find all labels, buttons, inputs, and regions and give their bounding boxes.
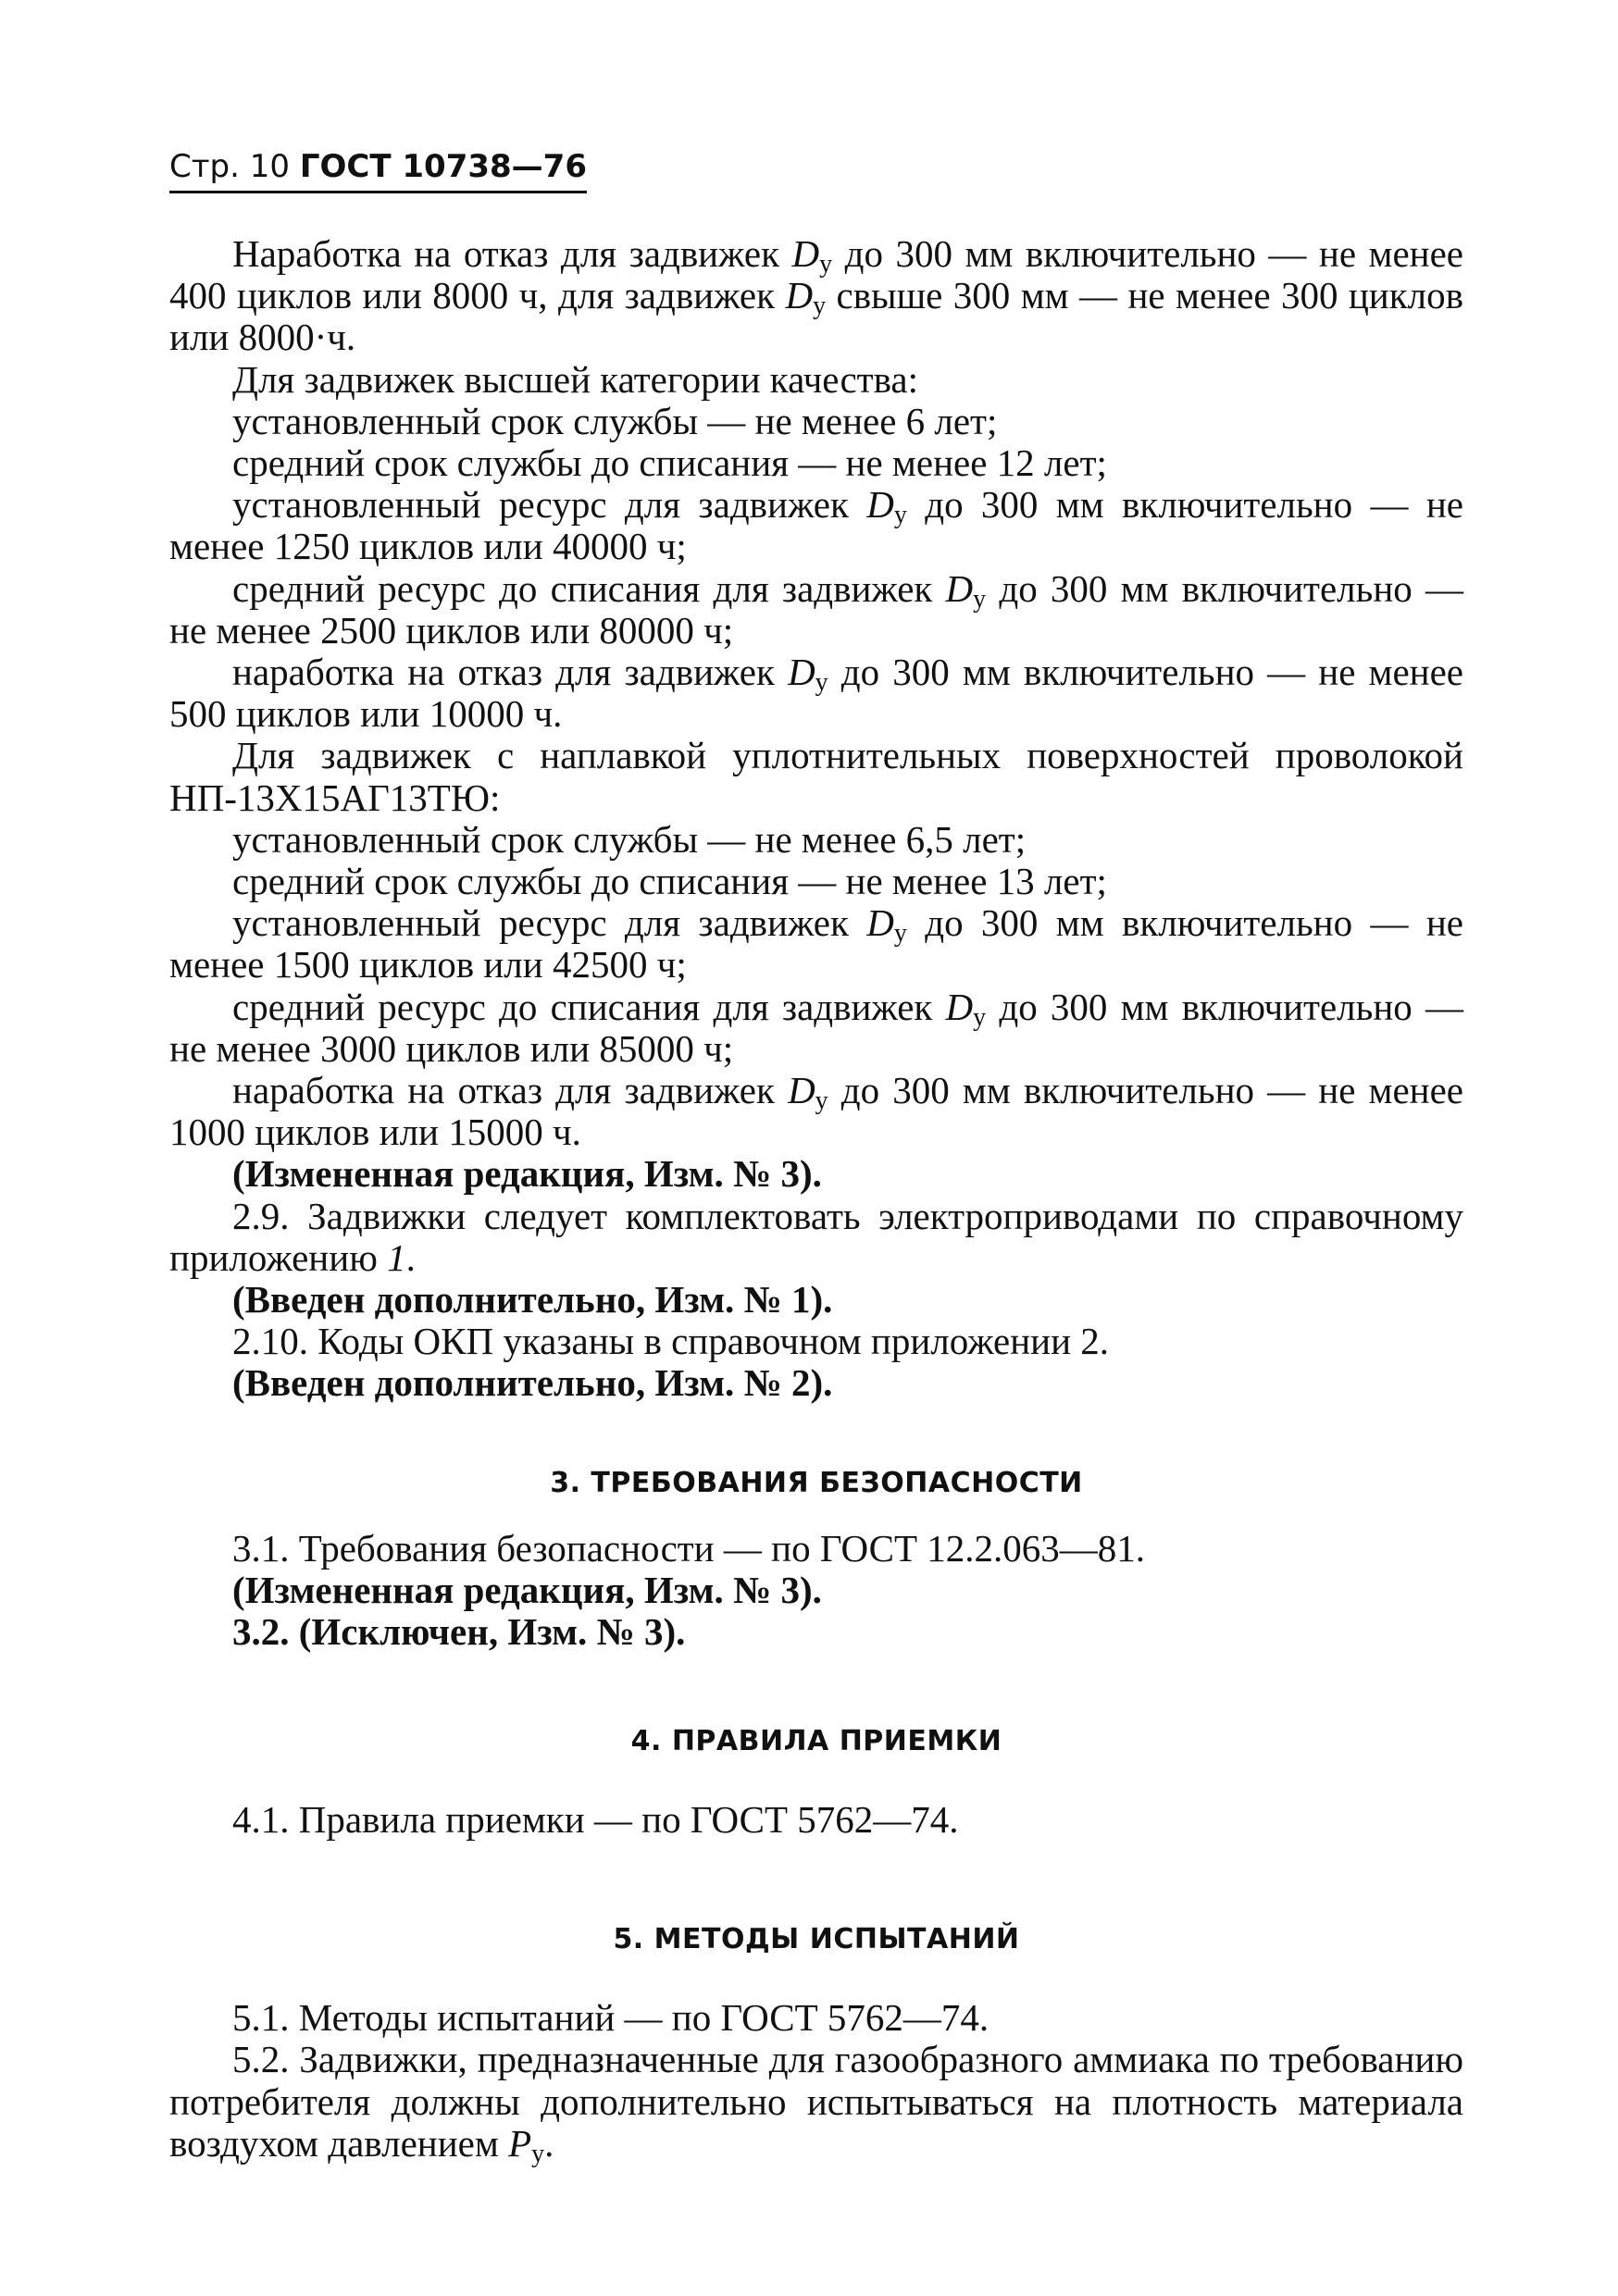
clause-2-9: 2.9. Задвижки следует комплектовать электроприводами по справочному приложению 1. — [169, 1194, 1463, 1279]
list-item: наработка на отказ для задвижек $D_у$ до 300 мм включительно — не менее 500 циклов или 10000 ч. — [169, 651, 1464, 736]
paragraph: Для задвижек с наплавкой уплотнительных поверхностей проволокой НП-13Х15АГ13ТЮ: — [169, 734, 1463, 819]
paragraph: Для задвижек высшей категории качества: — [232, 357, 919, 401]
list-item: средний срок службы до списания — не менее 12 лет; — [232, 441, 1107, 485]
list-item: установленный срок службы — не менее 6 лет; — [232, 399, 998, 442]
clause-5-1: 5.1. Методы испытаний — по ГОСТ 5762—74. — [232, 1996, 989, 2040]
clause-3-1: 3.1. Требования безопасности — по ГОСТ 12.2.063—81. — [232, 1526, 1146, 1570]
clause-2-10: 2.10. Коды ОКП указаны в справочном приложении 2. — [232, 1320, 1110, 1363]
paragraph: Наработка на отказ для задвижек $D_у$ до 300 мм включительно — не менее 400 циклов или 8000 ч, для задвижек $D_у$ свыше 300 мм — не менее 300 циклов или 8000·ч. — [169, 232, 1464, 359]
clause-3-2: 3.2. (Исключен, Изм. № 3). — [232, 1610, 686, 1654]
list-item: установленный ресурс для задвижек $D_у$ до 300 мм включительно — не менее 1250 циклов или 40000 ч; — [169, 483, 1463, 568]
section-heading-safety: 3. ТРЕБОВАНИЯ БЕЗОПАСНОСТИ — [550, 1466, 1083, 1499]
list-item: наработка на отказ для задвижек $D_у$ до 300 мм включительно — не менее 1000 циклов или 15000 ч. — [169, 1069, 1464, 1154]
document-id: ГОСТ 10738—76 — [299, 148, 587, 185]
amendment-note: (Введен дополнительно, Изм. № 2). — [232, 1361, 833, 1405]
amendment-note: (Измененная редакция, Изм. № 3). — [232, 1569, 822, 1612]
document-body — [169, 232, 1464, 2168]
section-heading-test-methods: 5. МЕТОДЫ ИСПЫТАНИЙ — [613, 1922, 1020, 1955]
list-item: средний ресурс до списания для задвижек $D_у$ до 300 мм включительно — не менее 2500 циклов или 80000 ч; — [169, 566, 1463, 652]
clause-5-2: 5.2. Задвижки, предназначенные для газообразного аммиака по требованию потребителя должны дополнительно испытываться на плотность материала воздухом давлением $P_у$. — [169, 2038, 1463, 2168]
page-number: Стр. 10 — [169, 148, 291, 185]
list-item: средний ресурс до списания для задвижек $D_у$ до 300 мм включительно — не менее 3000 циклов или 85000 ч; — [169, 985, 1463, 1070]
amendment-note: (Введен дополнительно, Изм. № 1). — [232, 1278, 833, 1322]
page-header — [169, 148, 587, 193]
clause-4-1: 4.1. Правила приемки — по ГОСТ 5762—74. — [232, 1797, 959, 1841]
list-item: средний срок службы до списания — не менее 13 лет; — [232, 860, 1107, 903]
section-heading-acceptance: 4. ПРАВИЛА ПРИЕМКИ — [630, 1724, 1002, 1757]
list-item: установленный ресурс для задвижек $D_у$ до 300 мм включительно — не менее 1500 циклов или 42500 ч; — [169, 901, 1463, 987]
amendment-note: (Измененная редакция, Изм. № 3). — [232, 1152, 822, 1196]
list-item: установленный срок службы — не менее 6,5 лет; — [232, 817, 1027, 861]
